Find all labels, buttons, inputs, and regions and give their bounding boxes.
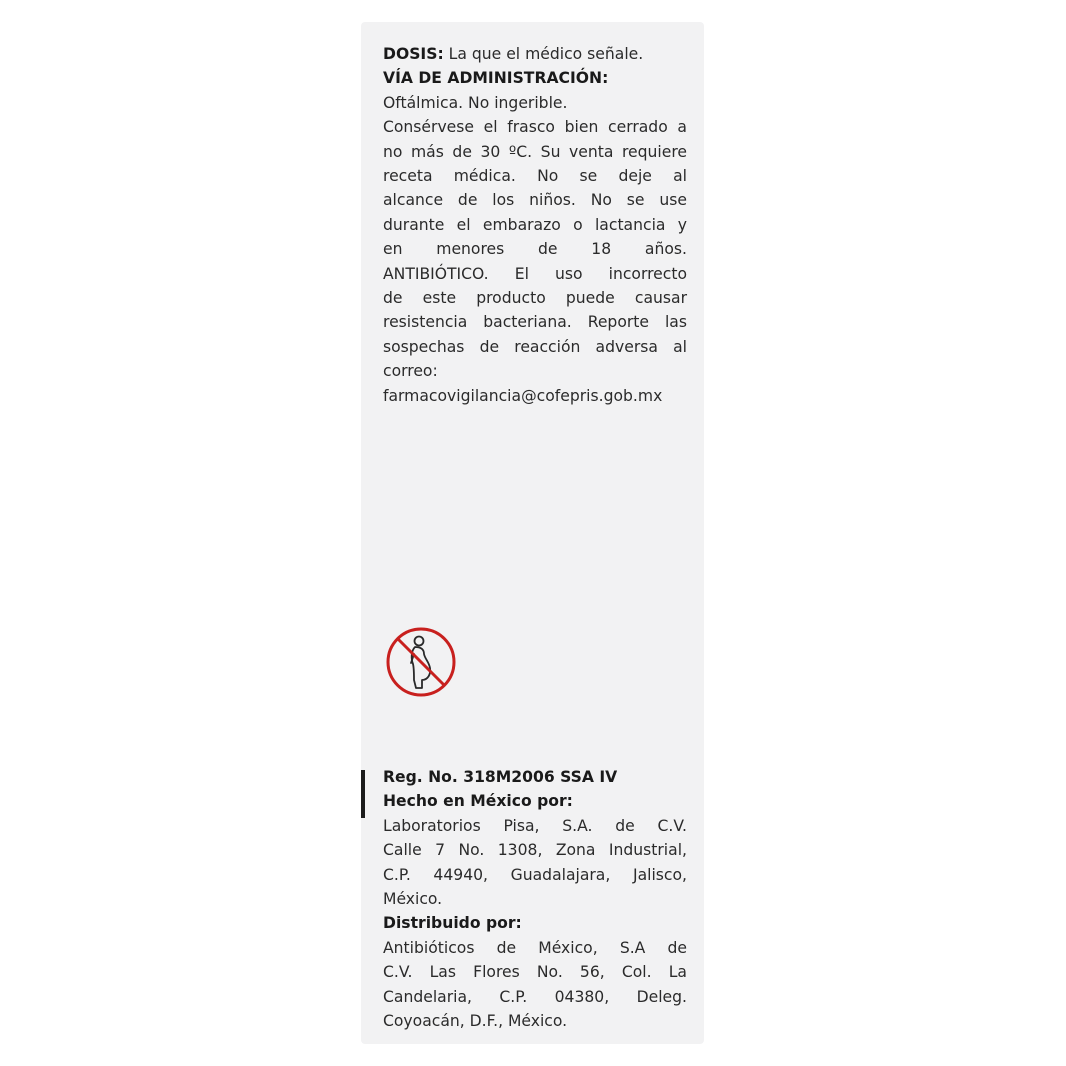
registration-number: Reg. No. 318M2006 SSA IV — [383, 768, 618, 786]
dosis-value: La que el médico señale. — [443, 45, 644, 63]
dosage-instructions-block — [383, 42, 687, 408]
distributor-line: Candelaria, C.P. 04380, Deleg. — [383, 987, 687, 1006]
text-line: alcance de los niños. No se use — [383, 191, 687, 210]
manufacturer-label: Hecho en México por: — [383, 792, 573, 811]
manufacturer-info-block — [383, 765, 687, 1033]
text-line: ANTIBIÓTICO. El uso incorrecto — [383, 264, 687, 283]
text-line: Oftálmica. No ingerible. — [383, 93, 568, 112]
text-line: resistencia bacteriana. Reporte las — [383, 313, 687, 332]
dosis-label: DOSIS: — [383, 45, 444, 63]
distributor-label: Distribuido por: — [383, 914, 522, 933]
text-line: receta médica. No se deje al — [383, 167, 687, 186]
temperature-line — [383, 140, 687, 164]
temperature-prefix: no más de 30 — [383, 142, 509, 161]
manufacturer-line: Laboratorios Pisa, S.A. de C.V. — [383, 816, 687, 835]
text-line: de este producto puede causar — [383, 289, 687, 308]
manufacturer-line: Calle 7 No. 1308, Zona Industrial, — [383, 841, 687, 860]
text-line: sospechas de reacción adversa al — [383, 337, 687, 356]
distributor-line: C.V. Las Flores No. 56, Col. La — [383, 963, 687, 982]
dosis-line — [383, 42, 687, 66]
text-line: Consérvese el frasco bien cerrado a — [383, 118, 687, 137]
text-line: correo: — [383, 362, 438, 381]
side-marker — [361, 770, 365, 818]
manufacturer-line: C.P. 44940, Guadalajara, Jalisco, — [383, 865, 687, 884]
no-pregnancy-icon — [385, 626, 457, 698]
label-panel — [361, 22, 704, 1044]
via-label: VÍA DE ADMINISTRACIÓN: — [383, 69, 609, 88]
manufacturer-line: México. — [383, 890, 443, 909]
email-address: farmacovigilancia@cofepris.gob.mx — [383, 386, 663, 405]
distributor-line: Antibióticos de México, S.A de — [383, 938, 687, 957]
text-line: durante el embarazo o lactancia y — [383, 215, 687, 234]
distributor-line: Coyoacán, D.F., México. — [383, 1012, 568, 1031]
temperature-suffix: ºC. Su venta requiere — [508, 142, 687, 161]
text-line: en menores de 18 años. — [383, 240, 687, 259]
